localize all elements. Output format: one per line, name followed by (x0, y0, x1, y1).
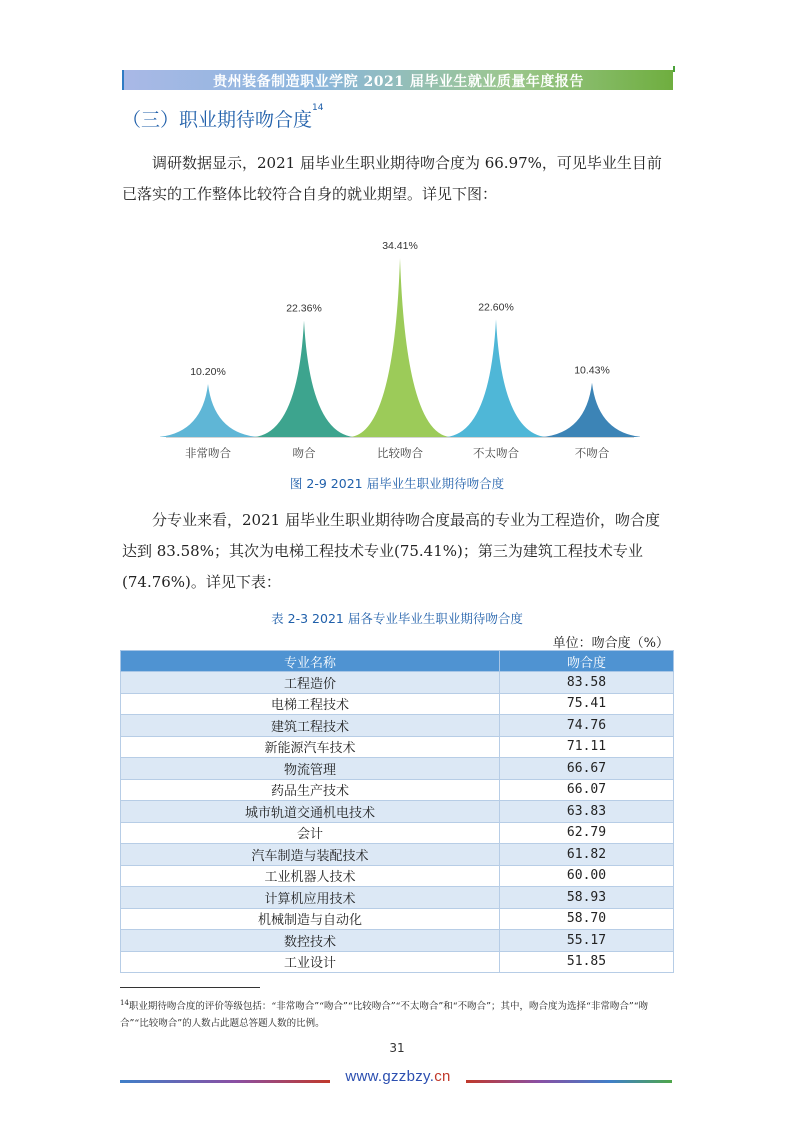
table-body (121, 672, 674, 973)
major-analysis-paragraph-text: 分专业来看，2021 届毕业生职业期待吻合度最高的专业为工程造价，吻合度达到 83.58%；其次为电梯工程技术专业(75.41%)；第三为建筑工程技术专业(74.76%)。详见下表： (122, 511, 660, 591)
footer-url-tld: cn (434, 1068, 451, 1085)
header-match-rate: 吻合度 (500, 651, 674, 672)
footer-url-main: www.gzzbzy. (345, 1068, 435, 1085)
match-rate-cell: 71.11 (500, 736, 674, 758)
table-row (121, 693, 674, 715)
figure-caption: 图 2-9 2021 届毕业生职业期待吻合度 (289, 476, 505, 491)
match-rate-cell: 58.70 (500, 908, 674, 930)
chart-value-label: 22.60% (478, 301, 514, 314)
chart-value-label: 10.43% (574, 364, 610, 377)
table-row (121, 930, 674, 952)
major-name-cell: 会计 (121, 822, 500, 844)
major-name-cell: 药品生产技术 (121, 779, 500, 801)
table-row (121, 801, 674, 823)
table-row (121, 779, 674, 801)
match-rate-cell: 58.93 (500, 887, 674, 909)
table-row (121, 908, 674, 930)
intro-paragraph (122, 148, 674, 210)
major-name-cell: 城市轨道交通机电技术 (121, 801, 500, 823)
match-rate-cell: 51.85 (500, 951, 674, 973)
header-major-name: 专业名称 (121, 651, 500, 672)
match-rate-cell: 66.07 (500, 779, 674, 801)
footer-line-left (120, 1080, 330, 1083)
chart-category-label: 吻合 (292, 446, 316, 460)
major-analysis-paragraph (122, 505, 674, 598)
match-rate-cell: 63.83 (500, 801, 674, 823)
intro-paragraph-text: 调研数据显示，2021 届毕业生职业期待吻合度为 66.97%，可见毕业生目前已落实的工作整体比较符合自身的就业期望。详见下图： (122, 154, 662, 203)
major-name-cell: 数控技术 (121, 930, 500, 952)
chart-peak-1 (160, 384, 258, 437)
match-rate-cell: 74.76 (500, 715, 674, 737)
table-caption: 表 2-3 2021 届各专业毕业生职业期待吻合度 (271, 611, 523, 626)
major-name-cell: 物流管理 (121, 758, 500, 780)
match-rate-cell: 62.79 (500, 822, 674, 844)
match-rate-cell: 61.82 (500, 844, 674, 866)
match-rate-cell: 60.00 (500, 865, 674, 887)
match-rate-cell: 83.58 (500, 672, 674, 694)
chart-canvas (160, 232, 640, 468)
table-row (121, 951, 674, 973)
table-row (121, 822, 674, 844)
table-unit: 单位：吻合度（%） (552, 636, 669, 651)
major-name-cell: 机械制造与自动化 (121, 908, 500, 930)
table-header-row (121, 651, 674, 672)
footer-line-right (466, 1080, 672, 1083)
footnote-number: 14 (120, 999, 129, 1007)
chart-peak-5 (542, 383, 640, 437)
table-row (121, 844, 674, 866)
footnote (120, 995, 676, 1032)
match-rate-cell: 66.67 (500, 758, 674, 780)
section-title-text: （三）职业期待吻合度 (122, 109, 313, 131)
chart-value-label: 22.36% (286, 302, 322, 315)
report-header-bar (122, 70, 673, 90)
match-rate-cell: 75.41 (500, 693, 674, 715)
major-name-cell: 电梯工程技术 (121, 693, 500, 715)
footnote-divider (120, 987, 260, 988)
chart-category-label: 不吻合 (574, 446, 610, 460)
section-title (122, 105, 323, 132)
table-row (121, 865, 674, 887)
match-rate-cell: 55.17 (500, 930, 674, 952)
table-row (121, 715, 674, 737)
chart-category-label: 比较吻合 (377, 446, 423, 460)
chart-value-label: 34.41% (382, 240, 418, 252)
major-name-cell: 计算机应用技术 (121, 887, 500, 909)
chart-peak-3 (350, 258, 450, 437)
major-name-cell: 建筑工程技术 (121, 715, 500, 737)
page-number: 31 (389, 1041, 405, 1055)
footnote-text: 职业期待吻合度的评价等级包括：“非常吻合”“吻合”“比较吻合”“不太吻合”和“不吻合”；其中，吻合度为选择“非常吻合”“吻合”“比较吻合”的人数占此题总答题人数的比例。 (120, 1001, 649, 1030)
major-name-cell: 新能源汽车技术 (121, 736, 500, 758)
chart-peak-4 (446, 319, 546, 437)
expectation-match-chart (160, 232, 640, 468)
table-row (121, 887, 674, 909)
chart-category-label: 非常吻合 (185, 446, 231, 460)
major-name-cell: 工业设计 (121, 951, 500, 973)
major-name-cell: 工业机器人技术 (121, 865, 500, 887)
footer-website[interactable] (330, 1068, 466, 1085)
chart-value-label: 10.20% (190, 365, 226, 378)
major-name-cell: 汽车制造与装配技术 (121, 844, 500, 866)
report-title: 贵州装备制造职业学院 2021 届毕业生就业质量年度报告 (213, 74, 584, 90)
major-match-table (120, 650, 674, 973)
chart-peak-2 (254, 321, 354, 437)
table-row (121, 736, 674, 758)
table-row (121, 672, 674, 694)
chart-category-label: 不太吻合 (473, 446, 519, 460)
footnote-reference[interactable]: 14 (312, 103, 324, 113)
major-name-cell: 工程造价 (121, 672, 500, 694)
table-row (121, 758, 674, 780)
